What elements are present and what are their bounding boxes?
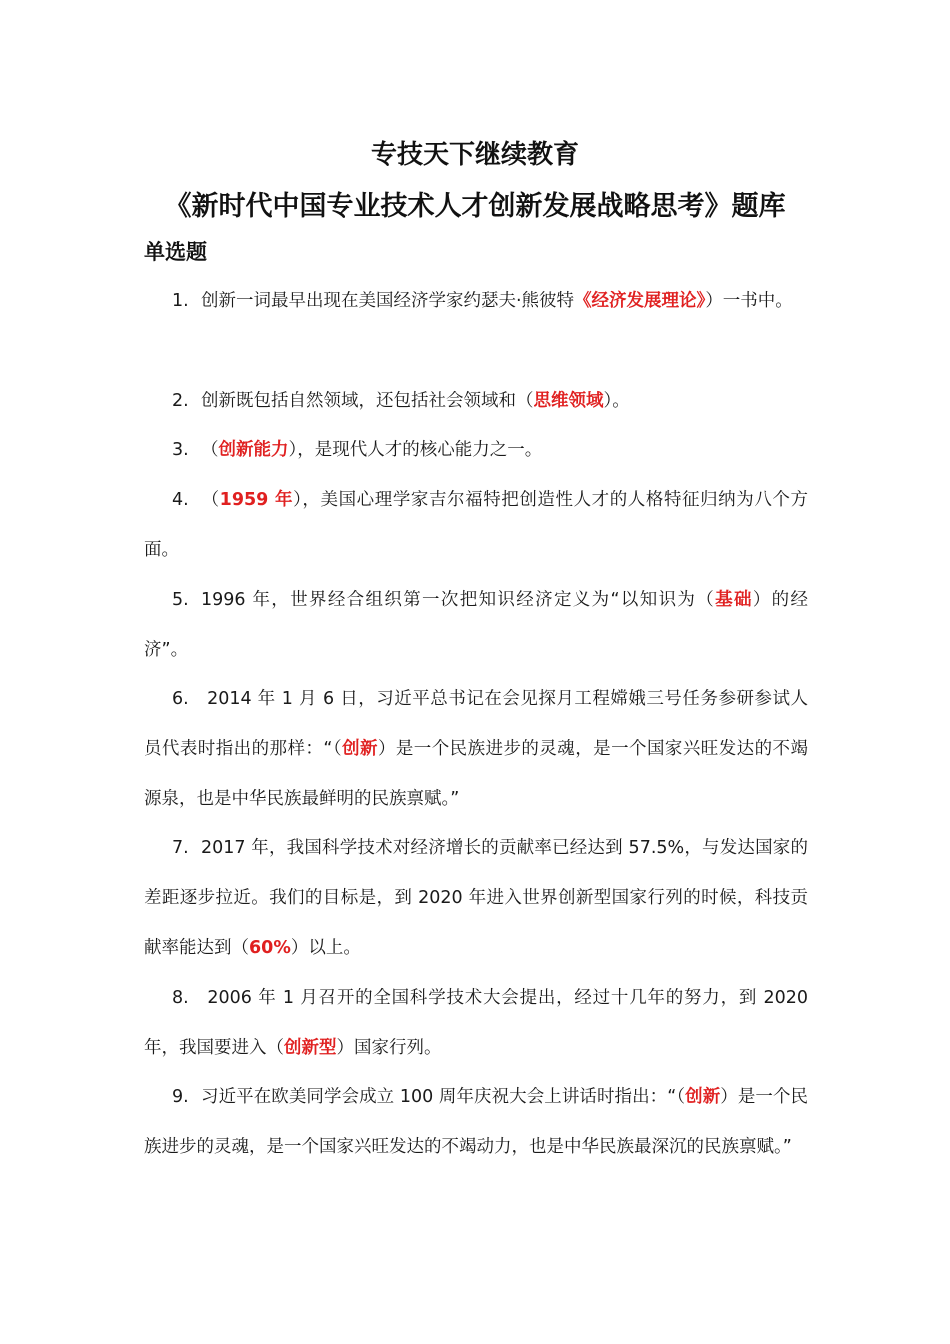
question-text: （ bbox=[201, 490, 220, 510]
question-4 bbox=[144, 475, 808, 575]
question-text: ）一书中。 bbox=[705, 291, 793, 311]
question-text: 习近平在欧美同学会成立 100 周年庆祝大会上讲话时指出：“（ bbox=[201, 1087, 686, 1107]
question-text: ），美国心理学家吉尔福特把创造性人才的人格特征归纳为八个方面。 bbox=[144, 490, 808, 560]
question-text: ）以上。 bbox=[290, 938, 361, 958]
answer-highlight: 创新 bbox=[342, 739, 378, 759]
question-5 bbox=[144, 575, 808, 675]
question-text: （ bbox=[201, 440, 219, 460]
section-heading: 单选题 bbox=[144, 240, 207, 264]
answer-highlight: 创新 bbox=[685, 1087, 721, 1107]
answer-highlight: 基础 bbox=[715, 590, 753, 610]
question-text: 创新既包括自然领域，还包括社会领域和（ bbox=[201, 391, 534, 411]
question-8 bbox=[144, 973, 808, 1073]
question-text: 创新一词最早出现在美国经济学家约瑟夫·熊彼特 bbox=[201, 291, 575, 311]
question-text: ）是一个民族进步的灵魂，是一个国家兴旺发达的不竭动力，也是中华民族最深沉的民族禀赋。” bbox=[144, 1087, 809, 1157]
question-text: ）国家行列。 bbox=[336, 1038, 442, 1058]
question-number: 9. bbox=[172, 1087, 189, 1107]
answer-highlight: 思维领域 bbox=[533, 391, 604, 411]
answer-highlight: 创新型 bbox=[284, 1038, 337, 1058]
question-text: ）。 bbox=[603, 391, 630, 411]
document-subtitle: 《新时代中国专业技术人才创新发展战略思考》题库 bbox=[164, 191, 786, 222]
question-number: 5. bbox=[172, 590, 189, 610]
question-number: 8. bbox=[172, 988, 189, 1008]
question-number: 4. bbox=[172, 490, 189, 510]
question-number: 3. bbox=[172, 440, 189, 460]
question-number: 6. bbox=[172, 689, 189, 709]
answer-highlight: 《经济发展理论》 bbox=[574, 291, 706, 311]
question-text: 2006 年 1 月召开的全国科学技术大会提出，经过十几年的努力，到 2020 年，我国要进入（ bbox=[144, 988, 808, 1058]
question-6 bbox=[144, 674, 808, 824]
question-text: 2014 年 1 月 6 日，习近平总书记在会见探月工程嫦娥三号任务参研参试人员代表时指出的那样：“（ bbox=[144, 689, 808, 759]
question-text: ），是现代人才的核心能力之一。 bbox=[288, 440, 543, 460]
question-text: ）是一个民族进步的灵魂，是一个国家兴旺发达的不竭源泉，也是中华民族最鲜明的民族禀赋。” bbox=[144, 739, 808, 809]
question-3 bbox=[144, 425, 808, 475]
question-7 bbox=[144, 823, 808, 973]
answer-highlight: 创新能力 bbox=[218, 440, 289, 460]
document-title: 专技天下继续教育 bbox=[370, 140, 579, 170]
question-number: 2. bbox=[172, 391, 189, 411]
question-text: 1996 年，世界经合组织第一次把知识经济定义为“以知识为（ bbox=[201, 590, 716, 610]
question-text: 2017 年，我国科学技术对经济增长的贡献率已经达到 57.5%，与发达国家的差距逐步拉近。我们的目标是，到 2020 年进入世界创新型国家行列的时候，科技贡献率能达到（ bbox=[144, 838, 808, 958]
question-number: 7. bbox=[172, 838, 189, 858]
question-number: 1. bbox=[172, 291, 189, 311]
question-9 bbox=[144, 1072, 808, 1172]
question-2 bbox=[144, 376, 808, 426]
answer-highlight: 1959 年 bbox=[219, 490, 294, 510]
answer-highlight: 60% bbox=[249, 938, 291, 958]
question-1 bbox=[144, 276, 808, 326]
question-text: ）的经济”。 bbox=[144, 590, 809, 660]
